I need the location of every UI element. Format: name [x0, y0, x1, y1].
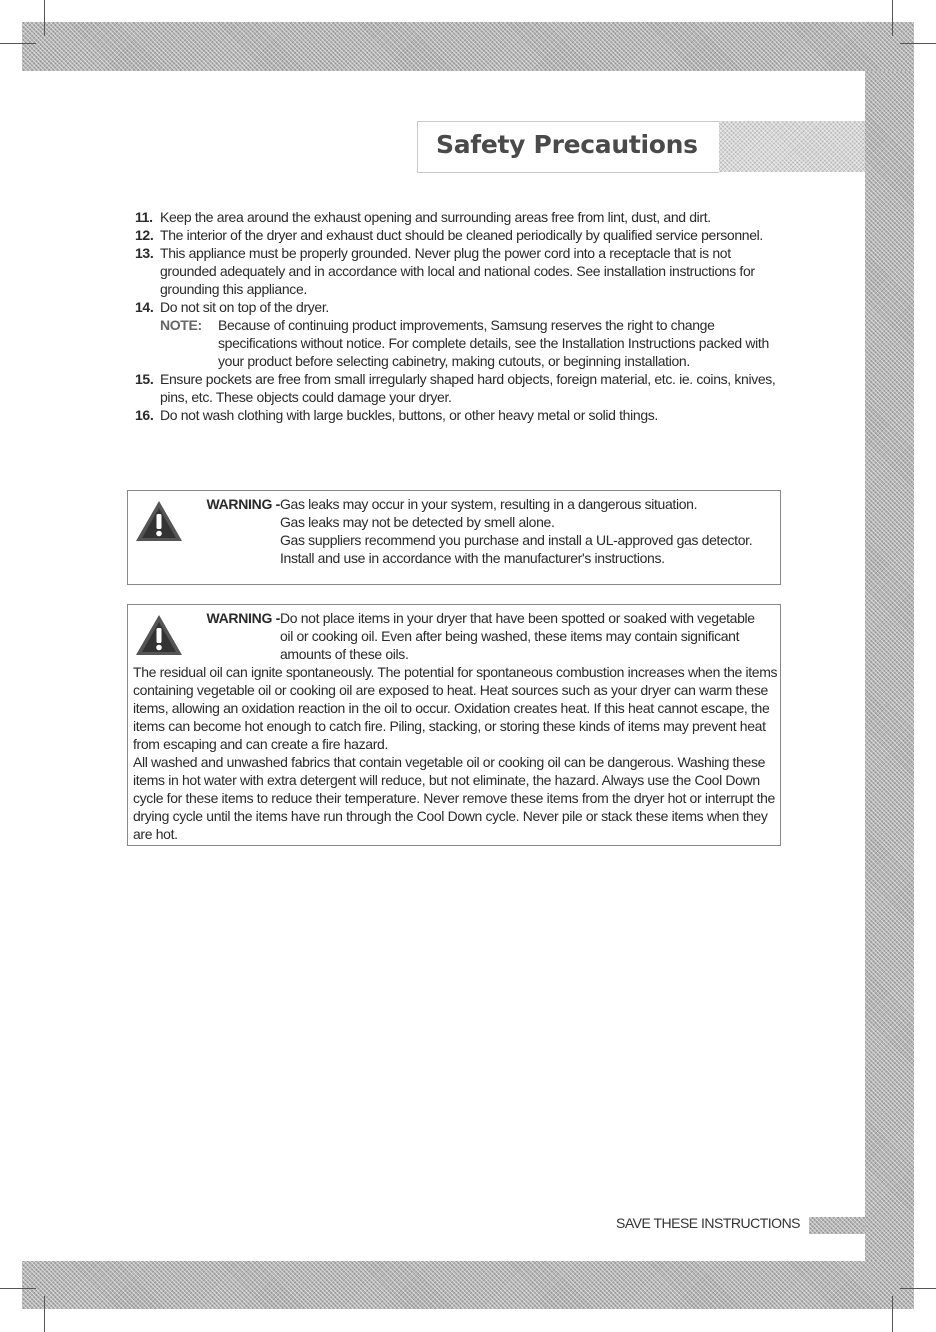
page-title-box [417, 121, 719, 173]
warning-paragraph: All washed and unwashed fabrics that contain vegetable oil or cooking oil can be dangerous. Washing these items in hot water with extra detergent will reduce, but not eliminate, the hazard. Always use the Cool Down cycle for these items to reduce their temperature. Never remove these items from the dryer hot or interrupt the drying cycle until the items have run through the Cool Down cycle. Never pile or stack these items when they are hot. [133, 754, 775, 842]
bottom-decorative-band [22, 1261, 914, 1309]
crop-mark [44, 0, 45, 36]
item-number: 11. [135, 209, 153, 225]
list-item [135, 208, 785, 226]
warning-intro: Do not place items in your dryer that have been spotted or soaked with vegetable oil or cooking oil. Even after being washed, these items may contain significant amounts of these oils. [280, 610, 755, 662]
item-number: 12. [135, 227, 154, 243]
item-text: This appliance must be properly grounded. Never plug the power cord into a receptacle that is not grounded adequately and in accordance with local and national codes. See installation instructions for grounding this appliance. [160, 245, 755, 297]
footer-save-instructions: SAVE THESE INSTRUCTIONS [616, 1215, 801, 1231]
note-text: Because of continuing product improvements, Samsung reserves the right to change specifications without notice. For complete details, see the Installation Instructions packed with your product before selecting cabinetry, making cutouts, or beginning installation. [218, 317, 769, 369]
page-title: Safety Precautions [436, 130, 698, 159]
crop-mark [900, 43, 936, 44]
warning-triangle-icon [134, 499, 184, 543]
crop-mark [892, 1296, 893, 1332]
crop-mark [0, 1288, 36, 1289]
item-text: Do not wash clothing with large buckles, buttons, or other heavy metal or solid things. [160, 407, 658, 423]
list-item [135, 298, 785, 316]
note-label: NOTE: [160, 317, 202, 333]
warning-label: WARNING - [206, 610, 280, 626]
warning-label: WARNING - [206, 496, 280, 512]
item-number: 14. [135, 299, 154, 315]
warning-body [133, 663, 778, 843]
item-text: Do not sit on top of the dryer. [160, 299, 329, 315]
warning-line: Gas leaks may occur in your system, resulting in a dangerous situation. [280, 496, 698, 512]
warning-paragraph: The residual oil can ignite spontaneously. The potential for spontaneous combustion increases when the items containing vegetable oil or cooking oil are exposed to heat. Heat sources such as your dryer can warm these items, allowing an oxidation reaction in the oil to occur. Oxidation creates heat. If this heat cannot escape, the items can become hot enough to catch fire. Piling, stacking, or storing these kinds of items may prevent heat from escaping and can create a fire hazard. [133, 664, 778, 752]
item-number: 16. [135, 407, 154, 423]
crop-mark [0, 43, 36, 44]
crop-mark [900, 1288, 936, 1289]
list-item [135, 406, 785, 424]
list-item [135, 226, 785, 244]
item-number: 13. [135, 245, 154, 261]
right-decorative-band [865, 71, 914, 1261]
warning-triangle-icon [134, 613, 184, 657]
item-text: The interior of the dryer and exhaust duct should be cleaned periodically by qualified service personnel. [160, 227, 763, 243]
item-text: Keep the area around the exhaust opening and surrounding areas free from lint, dust, and dirt. [160, 209, 711, 225]
footer-decorative-bar [809, 1217, 865, 1234]
list-item [135, 244, 785, 298]
list-item [135, 370, 785, 406]
note-block [160, 316, 785, 370]
precautions-list [135, 208, 785, 424]
crop-mark [44, 1296, 45, 1332]
top-decorative-band [22, 22, 914, 71]
title-decorative-tab [719, 121, 865, 172]
warning-line: Install and use in accordance with the manufacturer's instructions. [280, 550, 665, 566]
item-number: 15. [135, 371, 154, 387]
gas-leak-warning-box [127, 490, 781, 585]
warning-line: Gas suppliers recommend you purchase and install a UL-approved gas detector. [280, 532, 753, 548]
warning-line: Gas leaks may not be detected by smell alone. [280, 514, 555, 530]
oil-fire-warning-box [127, 604, 781, 846]
crop-mark [892, 0, 893, 36]
item-text: Ensure pockets are free from small irregularly shaped hard objects, foreign material, etc. ie. coins, knives, pins, etc. These objects could damage your dryer. [160, 371, 776, 405]
warning-lines [280, 495, 770, 567]
